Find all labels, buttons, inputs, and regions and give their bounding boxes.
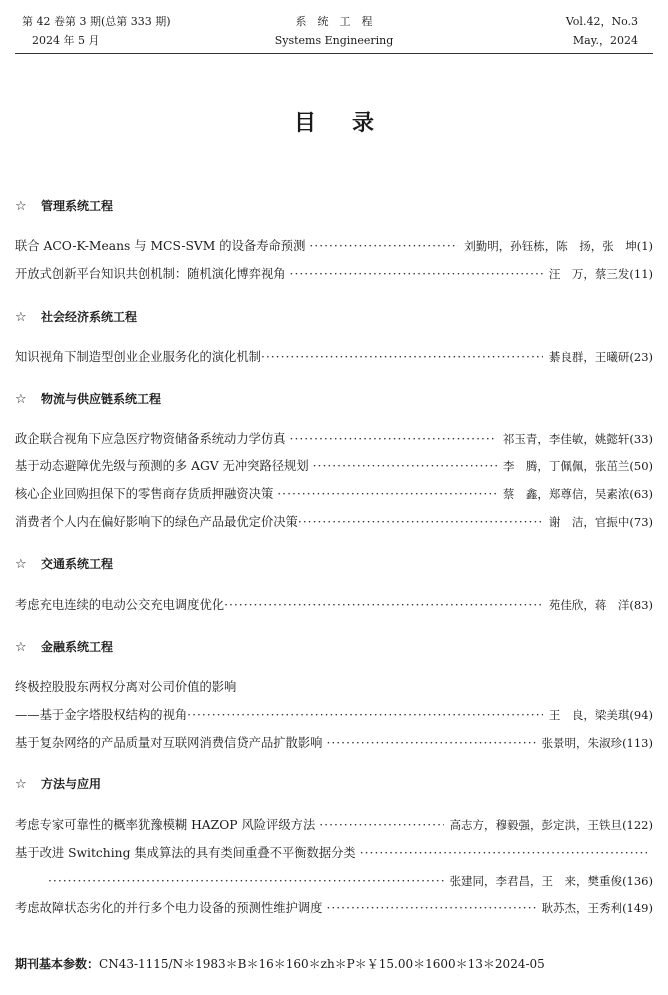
entry-authors: 张建同，李君昌，王 来，樊重俊 bbox=[449, 874, 623, 888]
leader-dots bbox=[277, 485, 497, 503]
entry-page: (136) bbox=[622, 874, 653, 888]
toc-entry-continuation[interactable] bbox=[48, 872, 653, 890]
toc-entry-subtitle[interactable] bbox=[15, 706, 653, 724]
entry-authors: 王 良，梁美琪 bbox=[548, 708, 630, 722]
entry-authors: 汪 万，蔡三发 bbox=[548, 267, 630, 281]
header-right bbox=[566, 12, 638, 50]
entry-authors: 蔡 鑫，郑尊信，吴素浓 bbox=[502, 487, 630, 501]
entry-authors: 祁玉青，李佳敏，姚懿轩 bbox=[502, 432, 630, 446]
entry-title: 考虑充电连续的电动公交充电调度优化 bbox=[15, 598, 225, 612]
entry-page: (50) bbox=[629, 459, 653, 473]
toc-entry[interactable] bbox=[15, 430, 653, 448]
toc-entry[interactable] bbox=[15, 899, 653, 917]
leader-dots bbox=[313, 457, 497, 475]
header-rule bbox=[15, 53, 653, 54]
entry-authors: 綦良群，王曦研 bbox=[548, 350, 630, 364]
toc-entry[interactable] bbox=[15, 237, 653, 255]
star-icon: ☆ bbox=[15, 777, 27, 792]
entry-title: 基于复杂网络的产品质量对互联网消费信贷产品扩散影响 bbox=[15, 736, 323, 750]
entry-authors: 高志方，穆毅强，彭定洪，王铁旦 bbox=[449, 818, 623, 832]
leader-dots bbox=[326, 734, 535, 752]
star-icon: ☆ bbox=[15, 310, 27, 325]
entry-title: 知识视角下制造型创业企业服务化的演化机制 bbox=[15, 350, 261, 364]
toc-entry[interactable] bbox=[15, 457, 653, 475]
leader-dots bbox=[319, 816, 443, 834]
entry-page: (1) bbox=[636, 239, 653, 253]
toc-entry[interactable] bbox=[15, 816, 653, 834]
star-icon: ☆ bbox=[15, 640, 27, 655]
leader-dots bbox=[309, 237, 458, 255]
entry-authors: 耿苏杰，王秀利 bbox=[541, 901, 623, 915]
volume-en: Vol.42，No.3 bbox=[565, 15, 638, 28]
toc-entry[interactable] bbox=[15, 596, 653, 614]
leader-dots bbox=[290, 430, 497, 448]
section-heading-methods: ☆ 方法与应用 bbox=[15, 777, 102, 792]
section-heading-management: ☆ 管理系统工程 bbox=[15, 199, 114, 214]
journal-name-cn: 系 统 工 程 bbox=[295, 15, 373, 28]
section-heading-finance: ☆ 金融系统工程 bbox=[15, 640, 114, 655]
entry-title: 消费者个人内在偏好影响下的绿色产品最优定价决策 bbox=[15, 515, 298, 529]
toc-entry[interactable] bbox=[15, 513, 653, 531]
leader-dots bbox=[187, 706, 543, 724]
entry-title: 基于动态避障优先级与预测的多 AGV 无冲突路径规划 bbox=[15, 459, 309, 473]
entry-authors: 刘勤明，孙钰栋，陈 扬，张 坤 bbox=[464, 239, 637, 253]
section-heading-logistics: ☆ 物流与供应链系统工程 bbox=[15, 392, 162, 407]
entry-page: (149) bbox=[622, 901, 653, 915]
entry-page: (33) bbox=[629, 432, 653, 446]
entry-page: (63) bbox=[629, 487, 653, 501]
entry-title: 开放式创新平台知识共创机制：随机演化博弈视角 bbox=[15, 267, 286, 281]
leader-dots bbox=[360, 844, 647, 862]
journal-name-en: Systems Engineering bbox=[274, 34, 394, 47]
toc-entry[interactable] bbox=[15, 844, 653, 862]
leader-dots bbox=[224, 596, 543, 614]
entry-title: 考虑专家可靠性的概率犹豫模糊 HAZOP 风险评级方法 bbox=[15, 818, 316, 832]
entry-page: (23) bbox=[629, 350, 653, 364]
entry-page: (113) bbox=[622, 736, 653, 750]
entry-page: (83) bbox=[629, 598, 653, 612]
entry-title: 考虑故障状态劣化的并行多个电力设备的预测性维护调度 bbox=[15, 901, 323, 915]
toc-entry[interactable] bbox=[15, 734, 653, 752]
toc-entry[interactable] bbox=[15, 348, 653, 366]
entry-page: (73) bbox=[629, 515, 653, 529]
parameters-value: CN43-1115/N＊1983＊B＊16＊160＊zh＊P＊￥15.00＊1600＊13＊2024-05 bbox=[99, 957, 545, 971]
entry-title: 基于改进 Switching 集成算法的具有类间重叠不平衡数据分类 bbox=[15, 846, 356, 860]
leader-dots bbox=[290, 265, 543, 283]
entry-title: 联合 ACO-K-Means 与 MCS-SVM 的设备寿命预测 bbox=[15, 239, 306, 253]
page-title: 目录 bbox=[293, 111, 410, 136]
entry-authors: 张景明，朱淑珍 bbox=[541, 736, 623, 750]
entry-page: (11) bbox=[629, 267, 653, 281]
entry-page: (122) bbox=[622, 818, 653, 832]
journal-parameters bbox=[15, 955, 545, 973]
toc-entry[interactable] bbox=[15, 485, 653, 503]
date-en: May.，2024 bbox=[572, 34, 638, 47]
leader-dots bbox=[48, 872, 444, 890]
star-icon: ☆ bbox=[15, 557, 27, 572]
entry-authors: 谢 洁，官振中 bbox=[548, 515, 630, 529]
entry-subtitle: ——基于金字塔股权结构的视角 bbox=[15, 708, 188, 722]
entry-title: 终极控股股东两权分离对公司价值的影响 bbox=[15, 680, 237, 694]
toc-entry[interactable] bbox=[15, 678, 653, 696]
leader-dots bbox=[326, 899, 535, 917]
entry-authors: 苑佳欣，蒋 洋 bbox=[548, 598, 630, 612]
entry-title: 核心企业回购担保下的零售商存货质押融资决策 bbox=[15, 487, 274, 501]
star-icon: ☆ bbox=[15, 392, 27, 407]
star-icon: ☆ bbox=[15, 199, 27, 214]
entry-page: (94) bbox=[629, 708, 653, 722]
entry-authors: 李 腾，丁佩佩，张茁兰 bbox=[502, 459, 630, 473]
date-cn: 2024 年 5 月 bbox=[32, 34, 100, 47]
entry-title: 政企联合视角下应急医疗物资储备系统动力学仿真 bbox=[15, 432, 286, 446]
toc-entry[interactable] bbox=[15, 265, 653, 283]
section-heading-transport: ☆ 交通系统工程 bbox=[15, 557, 114, 572]
leader-dots bbox=[261, 348, 543, 366]
parameters-label: 期刊基本参数： bbox=[15, 957, 100, 971]
leader-dots bbox=[298, 513, 543, 531]
section-heading-socioeconomic: ☆ 社会经济系统工程 bbox=[15, 310, 138, 325]
issue-info: 第 42 卷第 3 期(总第 333 期) bbox=[22, 15, 171, 28]
